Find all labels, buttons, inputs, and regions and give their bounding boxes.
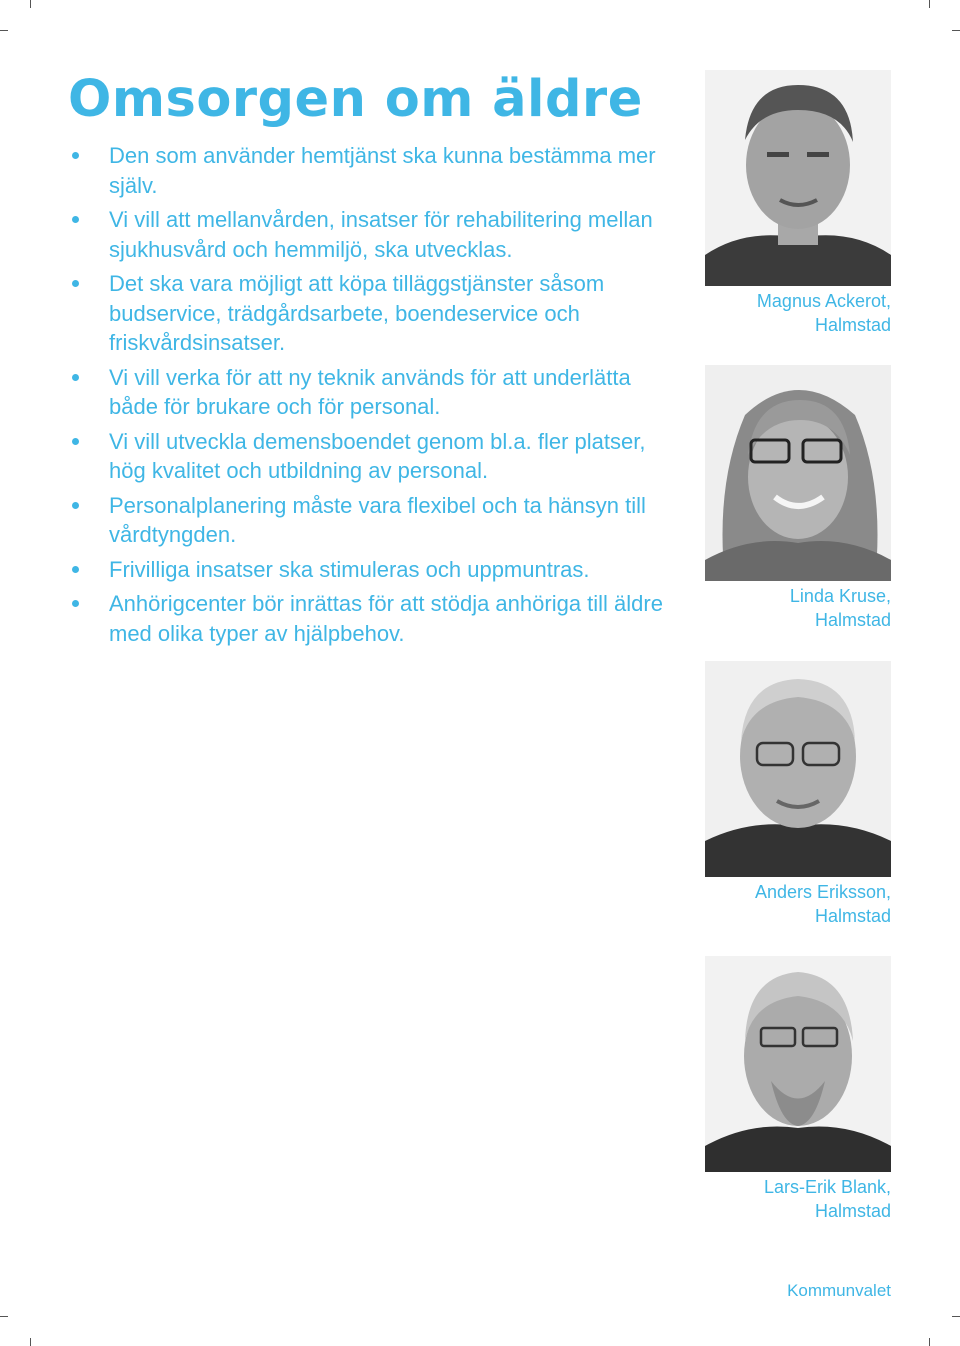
bullet-item (72, 363, 672, 422)
bullet-item (72, 491, 672, 550)
crop-mark-bottom-right-h (952, 1316, 960, 1317)
caption-lars-erik (680, 1175, 891, 1223)
person-city: Halmstad (814, 610, 891, 630)
person-city: Halmstad (814, 906, 891, 926)
bullet-text: Frivilliga insatser ska stimuleras och uppmuntras. (109, 556, 590, 582)
bullet-item (72, 205, 672, 264)
person-name: Linda Kruse, (789, 586, 891, 606)
bullet-item (72, 269, 672, 358)
bullet-dot-icon (72, 152, 79, 159)
person-name: Magnus Ackerot, (756, 291, 891, 311)
crop-mark-top-left-h (0, 30, 8, 31)
crop-mark-bottom-left (30, 1338, 31, 1346)
bullet-text: Personalplanering måste vara flexibel och ta hänsyn till vårdtyngden. (109, 492, 646, 547)
bullet-dot-icon (72, 502, 79, 509)
bullet-text: Vi vill verka för att ny teknik används för att underlätta både för brukare och för personal. (109, 364, 631, 419)
bullet-text: Vi vill utveckla demensboendet genom bl.a. fler platser, hög kvalitet och utbildning av personal. (109, 428, 646, 483)
portrait-photo-anders (705, 661, 891, 877)
policy-bullet-list (72, 141, 672, 653)
bullet-item (72, 141, 672, 200)
bullet-dot-icon (72, 216, 79, 223)
crop-mark-bottom-left-h (0, 1316, 8, 1317)
crop-mark-top-right (929, 0, 930, 8)
bullet-dot-icon (72, 600, 79, 607)
footer-label: Kommunvalet (787, 1281, 891, 1300)
caption-magnus (680, 289, 891, 337)
portrait-photo-magnus (705, 70, 891, 286)
bullet-text: Det ska vara möjligt att köpa tilläggstjänster såsom budservice, trädgårdsarbete, boendeservice och friskvårdsinsatser. (109, 271, 605, 355)
person-name: Lars-Erik Blank, (763, 1177, 891, 1197)
crop-mark-top-right-h (952, 30, 960, 31)
bullet-dot-icon (72, 280, 79, 287)
bullet-item (72, 555, 672, 585)
crop-mark-bottom-right (929, 1338, 930, 1346)
portrait-photo-lars-erik (705, 956, 891, 1172)
person-city: Halmstad (814, 1201, 891, 1221)
person-city: Halmstad (814, 315, 891, 335)
bullet-item (72, 427, 672, 486)
bullet-text: Vi vill att mellanvården, insatser för rehabilitering mellan sjukhusvård och hemmiljö, ska utvecklas. (109, 207, 653, 262)
person-name: Anders Eriksson, (754, 882, 891, 902)
bullet-text: Anhörigcenter bör inrättas för att stödja anhöriga till äldre med olika typer av hjälpbehov. (109, 591, 663, 646)
bullet-text: Den som använder hemtjänst ska kunna bestämma mer själv. (109, 143, 656, 198)
bullet-dot-icon (72, 566, 79, 573)
caption-anders (680, 880, 891, 928)
bullet-item (72, 589, 672, 648)
page-title: Omsorgen om äldre (68, 70, 643, 129)
crop-mark-top-left (30, 0, 31, 8)
bullet-dot-icon (72, 438, 79, 445)
bullet-dot-icon (72, 374, 79, 381)
portrait-photo-linda (705, 365, 891, 581)
caption-linda (680, 584, 891, 632)
